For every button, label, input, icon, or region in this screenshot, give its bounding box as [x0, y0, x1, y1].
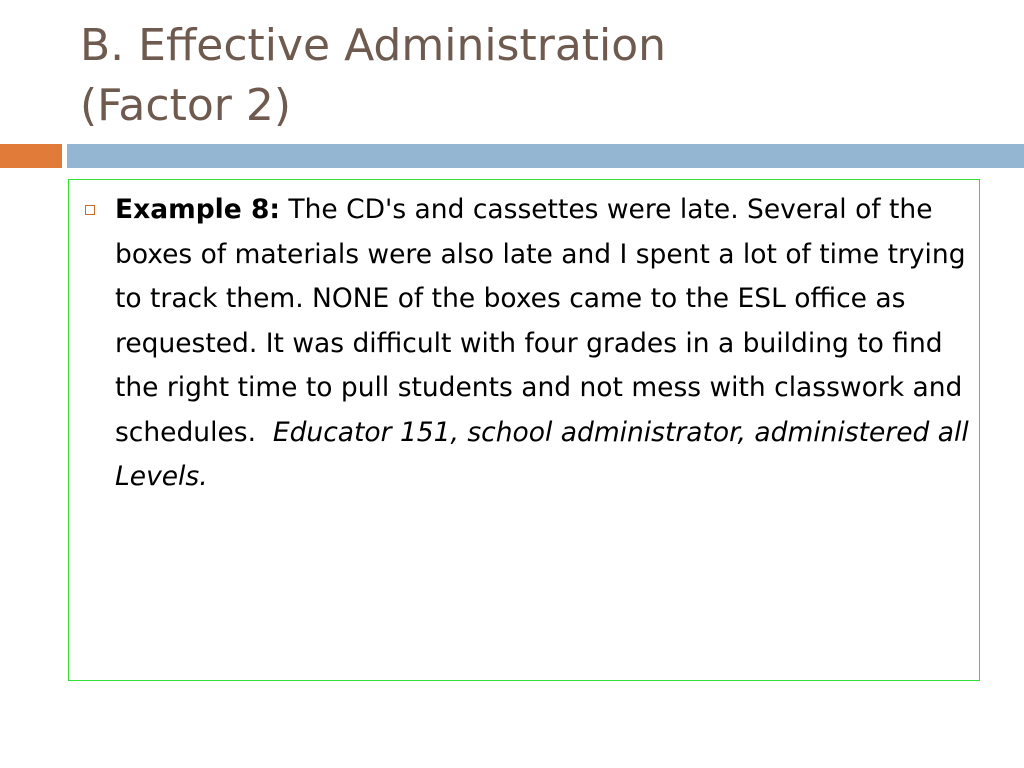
- slide-title-line-1: B. Effective Administration: [80, 20, 667, 71]
- attribution-text: Educator 151, school administrator, administered all Levels.: [115, 416, 969, 492]
- content-text-box: [68, 179, 980, 681]
- slide-title-line-2: (Factor 2): [80, 80, 291, 131]
- slide-title: [80, 16, 666, 136]
- accent-bar-blue: [67, 144, 1024, 168]
- example-body-text: The CD's and cassettes were late. Several of the boxes of materials were also late and I spent a lot of time trying to track them. NONE of the boxes came to the ESL office as requested. It was difficult with four grades in a building to find the right time to pull students and not mess with classwork and schedules.: [115, 194, 966, 448]
- bullet-item: [85, 188, 969, 500]
- accent-bar-orange: [0, 144, 62, 168]
- hollow-square-bullet-icon: [85, 205, 95, 215]
- bullet-paragraph: [115, 188, 969, 500]
- example-label: Example 8:: [115, 194, 280, 225]
